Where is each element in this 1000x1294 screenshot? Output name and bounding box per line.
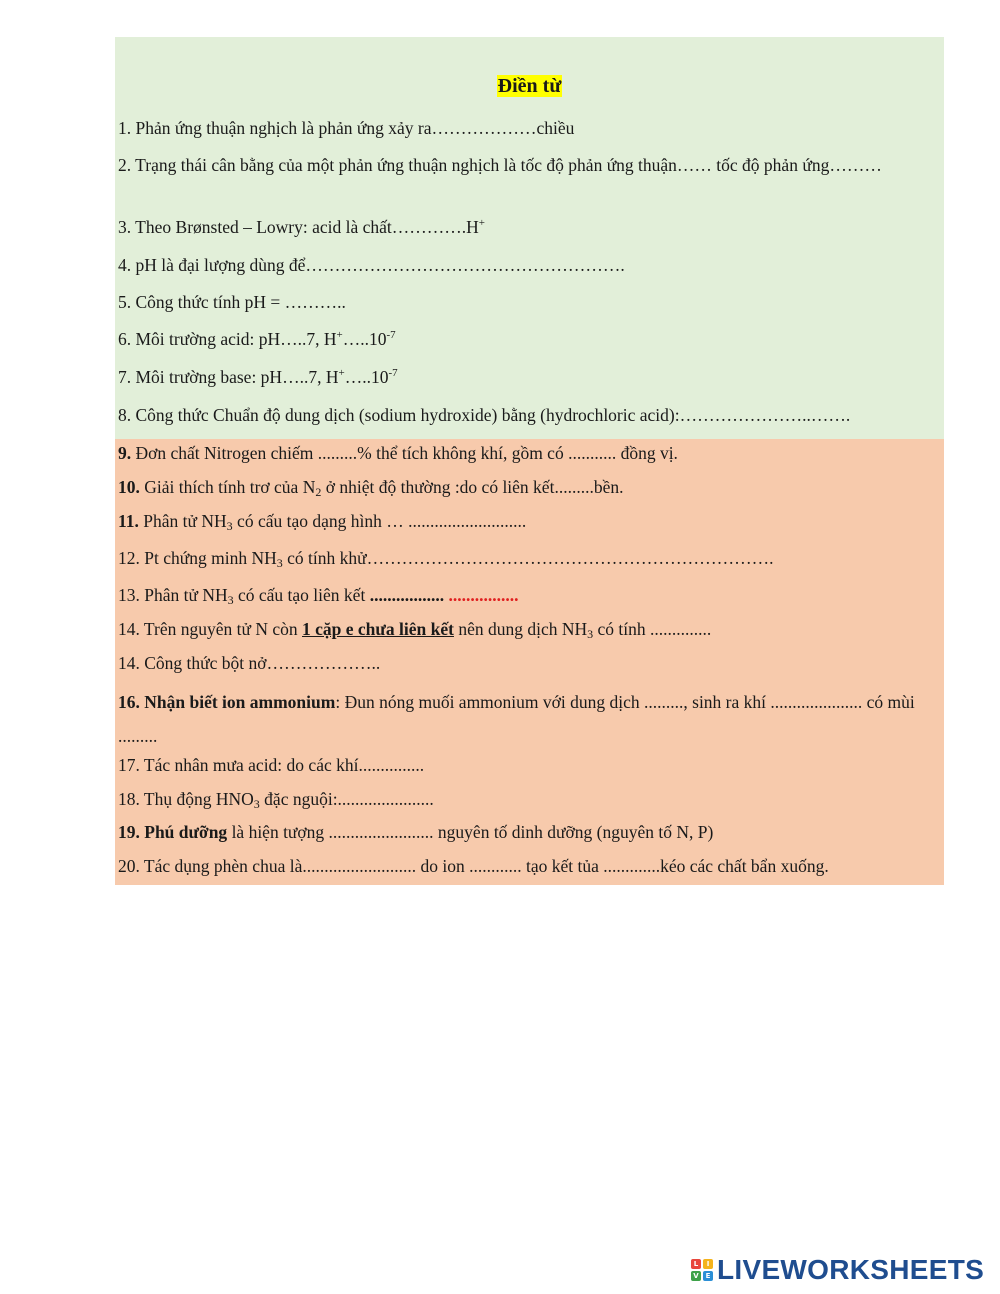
page-title: Điền từ	[497, 75, 562, 97]
question-10: 10. Giải thích tính trơ của $N_2$ ở nhiệt độ thường :do có liên kết.........bền.	[118, 477, 624, 499]
question-18: 18. Thụ động $HNO_3$ đặc nguội:......................	[118, 789, 434, 811]
question-17: 17. Tác nhân mưa acid: do các khí...............	[118, 755, 425, 775]
question-11: 11. Phân tử $NH_3$ có cấu tạo dạng hình … ...........................	[118, 511, 527, 533]
question-16: 16. Nhận biết ion ammonium: Đun nóng muối ammonium với dung dịch ........., sinh ra khí ..................... có mùi .........	[118, 692, 915, 746]
question-14b: 14. Công thức bột nở………………..	[118, 653, 381, 673]
liveworksheets-logo[interactable]	[691, 1252, 984, 1288]
question-6: 6. Môi trường acid: pH…..7, $H^+\dots..10^{-7}$	[118, 329, 396, 349]
question-2: 2. Trạng thái cân bằng của một phản ứng thuận nghịch là tốc độ phản ứng thuận…… tốc độ phản ứng………	[118, 155, 882, 175]
question-8: 8. Công thức Chuẩn độ dung dịch (sodium hydroxide) bằng (hydrochloric acid):…………………..…….	[118, 405, 851, 425]
question-14a: 14. Trên nguyên tử N còn 1 cặp e chưa liên kết nên dung dịch $NH_3$ có tính ..............	[118, 619, 712, 641]
question-20: 20. Tác dụng phèn chua là.......................... do ion ............ tạo kết tủa .............kéo các chất bẩn xuống.	[118, 856, 829, 876]
worksheet	[115, 37, 944, 885]
question-3: 3. Theo Brønsted – Lowry: acid là chất………….H+	[118, 217, 486, 237]
question-13: 13. Phân tử $NH_3$ có cấu tạo liên kết ................. ................	[118, 585, 519, 607]
question-19: 19. Phú dưỡng là hiện tượng ........................ nguyên tố dinh dưỡng (nguyên tố N, P)	[118, 822, 714, 842]
section-nitrogen	[115, 439, 944, 885]
question-9: 9. Đơn chất Nitrogen chiếm .........% thể tích không khí, gồm có ........... đồng vị.	[118, 443, 678, 463]
section-chemistry-equilibrium	[115, 37, 944, 439]
question-4: 4. pH là đại lượng dùng để……………………………………………….	[118, 255, 625, 275]
logo-text: LIVEWORKSHEETS	[717, 1254, 985, 1285]
question-5: 5. Công thức tính pH = ………..	[118, 292, 346, 312]
liveworksheets-logo-icon: L I V E	[691, 1259, 713, 1281]
question-12: 12. Pt chứng minh $NH_3$ có tính khử…………………………………………………………….	[118, 548, 774, 570]
question-7: 7. Môi trường base: pH…..7, $H^+\dots..10^{-7}$	[118, 367, 398, 387]
question-1: 1. Phản ứng thuận nghịch là phản ứng xảy ra………………chiều	[118, 118, 575, 138]
